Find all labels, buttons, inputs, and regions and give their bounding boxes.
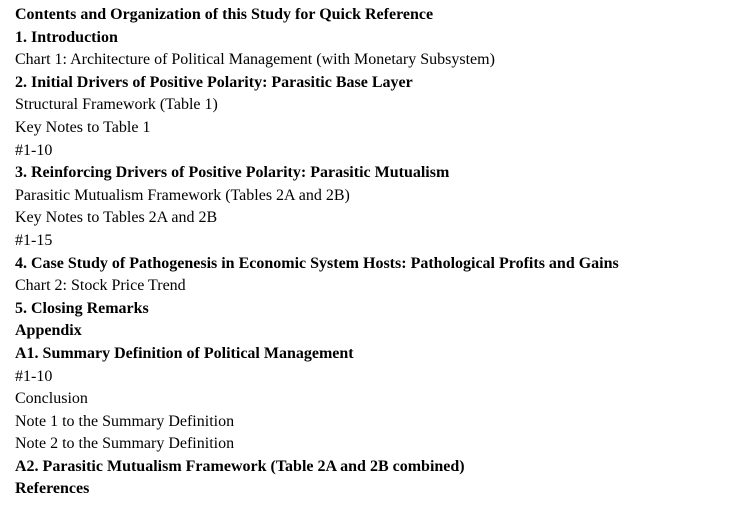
toc-entry: 4. Case Study of Pathogenesis in Economic System Hosts: Pathological Profits and Gains xyxy=(15,254,619,272)
toc-entry: Conclusion xyxy=(15,390,88,408)
toc-entry: Note 1 to the Summary Definition xyxy=(15,412,235,430)
toc-entry: Key Notes to Table 1 xyxy=(15,118,151,136)
toc-entry: Chart 2: Stock Price Trend xyxy=(15,277,186,295)
toc-entry: Note 2 to the Summary Definition xyxy=(15,435,235,453)
toc-entry: 1. Introduction xyxy=(15,28,118,46)
table-of-contents xyxy=(15,4,725,501)
toc-entry: References xyxy=(15,480,90,498)
toc-entry: Structural Framework (Table 1) xyxy=(15,96,218,114)
toc-entry: Key Notes to Tables 2A and 2B xyxy=(15,209,218,227)
toc-entry: #1-10 xyxy=(15,141,53,159)
toc-entry: #1-15 xyxy=(15,231,53,249)
toc-entry: Appendix xyxy=(15,322,82,340)
toc-entry: A1. Summary Definition of Political Management xyxy=(15,344,354,362)
toc-entry: #1-10 xyxy=(15,367,53,385)
toc-entry: 3. Reinforcing Drivers of Positive Polarity: Parasitic Mutualism xyxy=(15,164,450,182)
toc-entry: Parasitic Mutualism Framework (Tables 2A and 2B) xyxy=(15,186,350,204)
toc-entry: 2. Initial Drivers of Positive Polarity: Parasitic Base Layer xyxy=(15,73,413,91)
toc-title: Contents and Organization of this Study for Quick Reference xyxy=(15,6,434,23)
toc-entry: Chart 1: Architecture of Political Management (with Monetary Subsystem) xyxy=(15,51,495,69)
toc-entry: 5. Closing Remarks xyxy=(15,299,149,317)
toc-entry: A2. Parasitic Mutualism Framework (Table 2A and 2B combined) xyxy=(15,457,465,475)
